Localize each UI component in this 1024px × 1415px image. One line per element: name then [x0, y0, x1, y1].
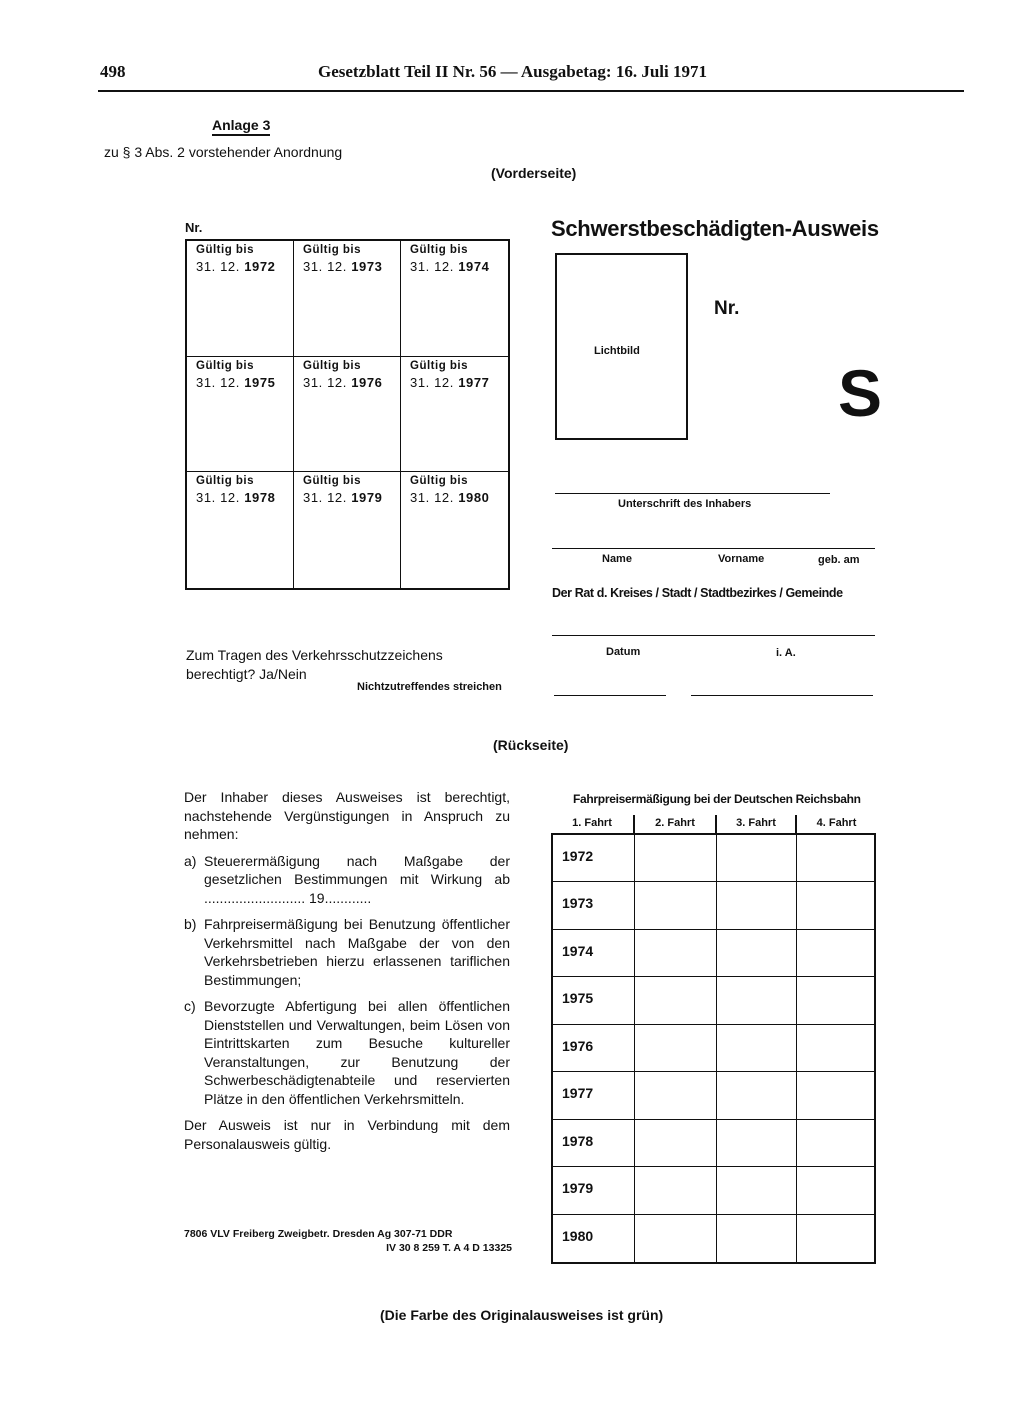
validity-year: 1976	[351, 374, 383, 390]
validity-date-prefix: 31. 12.	[410, 374, 454, 390]
validity-label: Gültig bis	[303, 475, 362, 488]
validity-label: Gültig bis	[196, 244, 255, 256]
fare-cell	[717, 882, 797, 929]
validity-grid	[185, 239, 510, 590]
fare-year: 1980	[553, 1215, 635, 1262]
fare-year: 1975	[553, 977, 635, 1024]
signature-label: Unterschrift des Inhabers	[618, 498, 752, 510]
name-label: Name	[602, 553, 632, 565]
anlage-reference: zu § 3 Abs. 2 vorstehender Anordnung	[104, 144, 343, 160]
on-behalf-line	[691, 695, 873, 696]
validity-label: Gültig bis	[196, 475, 255, 488]
fare-cell	[717, 835, 797, 882]
benefits-text	[184, 788, 510, 1161]
color-note: (Die Farbe des Originalausweises ist grün)	[380, 1307, 664, 1323]
validity-label: Gültig bis	[410, 359, 469, 372]
fare-column-header: 1. Fahrt	[572, 817, 612, 829]
fare-cell	[635, 1215, 717, 1262]
validity-date-prefix: 31. 12.	[196, 490, 240, 506]
validity-date-prefix: 31. 12.	[303, 259, 347, 274]
fare-year: 1978	[553, 1120, 635, 1167]
validity-cell	[294, 241, 401, 357]
fare-cell	[635, 835, 717, 882]
fare-cell	[635, 882, 717, 929]
fare-table-header	[551, 815, 876, 833]
validity-label: Gültig bis	[410, 244, 469, 256]
header-rule	[98, 90, 964, 92]
date-label: Datum	[606, 646, 641, 658]
benefit-item-label: b)	[184, 916, 197, 932]
validity-date-prefix: 31. 12.	[196, 259, 240, 274]
validity-date-prefix: 31. 12.	[410, 490, 454, 506]
issuing-authority-label: Der Rat d. Kreises / Stadt / Stadtbezirkes / Gemeinde	[552, 586, 843, 600]
validity-year: 1980	[458, 490, 490, 506]
fare-cell	[797, 1215, 874, 1262]
validity-cell	[187, 472, 294, 588]
back-side-label: (Rückseite)	[493, 737, 569, 753]
benefit-item	[184, 997, 510, 1108]
anlage-label: Anlage 3	[212, 117, 270, 136]
fare-year: 1974	[553, 930, 635, 977]
fare-cell	[797, 977, 874, 1024]
fare-cell	[635, 930, 717, 977]
validity-cell	[401, 241, 508, 357]
fare-cell	[635, 1120, 717, 1167]
date-line	[554, 695, 666, 696]
fare-cell	[797, 835, 874, 882]
birth-date-label: geb. am	[818, 554, 860, 566]
fare-table	[551, 833, 876, 1264]
category-letter: S	[838, 356, 883, 430]
validity-cell	[187, 357, 294, 473]
fare-cell	[717, 1167, 797, 1214]
validity-year: 1972	[244, 259, 276, 274]
benefits-intro: Der Inhaber dieses Ausweises ist berechtigt, nachstehende Vergünstigungen in Anspruch zu nehmen:	[184, 789, 510, 842]
validity-cell	[294, 472, 401, 588]
validity-year: 1975	[244, 374, 276, 390]
fare-cell	[717, 1072, 797, 1119]
validity-year: 1974	[458, 259, 490, 274]
card-title: Schwerstbeschädigten-Ausweis	[551, 216, 879, 241]
fare-cell	[797, 1120, 874, 1167]
validity-year: 1978	[244, 490, 276, 506]
benefit-item-text: Steuerermäßigung nach Maßgabe der gesetzlichen Bestimmungen mit Wirkung ab .......................... 19............	[204, 852, 510, 906]
on-behalf-label: i. A.	[776, 647, 796, 659]
fare-cell	[717, 930, 797, 977]
imprint-line1: 7806 VLV Freiberg Zweigbetr. Dresden Ag 307-71 DDR	[184, 1228, 453, 1240]
printer-imprint	[184, 1227, 512, 1255]
fare-year: 1976	[553, 1025, 635, 1072]
fare-cell	[797, 882, 874, 929]
name-line	[552, 548, 875, 549]
benefit-item	[184, 852, 510, 908]
benefit-item	[184, 915, 510, 989]
benefit-item-text: Fahrpreisermäßigung bei Benutzung öffentlicher Verkehrsmittel nach Maßgabe der von den Verkehrsbetrieben hierzu erlassenen tariflichen Bestimmungen;	[204, 916, 510, 988]
validity-label: Gültig bis	[303, 359, 362, 372]
validity-nr-label: Nr.	[185, 220, 203, 235]
front-side-label: (Vorderseite)	[491, 165, 577, 181]
benefit-item-label: c)	[184, 998, 196, 1014]
validity-year: 1973	[351, 259, 383, 274]
validity-date-prefix: 31. 12.	[303, 490, 347, 506]
fare-cell	[797, 1025, 874, 1072]
fare-cell	[635, 1072, 717, 1119]
validity-label: Gültig bis	[410, 475, 469, 488]
fare-cell	[717, 1025, 797, 1072]
fare-table-title: Fahrpreisermäßigung bei der Deutschen Reichsbahn	[573, 792, 861, 806]
validity-year: 1979	[351, 490, 383, 506]
validity-date-prefix: 31. 12.	[196, 374, 240, 390]
validity-label: Gültig bis	[303, 244, 362, 256]
validity-date-prefix: 31. 12.	[410, 259, 454, 274]
fare-cell	[797, 1167, 874, 1214]
fare-cell	[635, 1167, 717, 1214]
validity-cell	[401, 472, 508, 588]
fare-cell	[635, 1025, 717, 1072]
protection-sign-question	[186, 646, 443, 684]
benefit-item-text: Bevorzugte Abfertigung bei allen öffentlichen Dienststellen und Verwaltungen, beim Lösen von Eintrittskarten zum Besuche kultureller Veranstaltungen, zur Benutzung der Schwerbeschädigtenabteile und reservierten Plätze in den öffentlichen Verkehrsmitteln.	[204, 998, 510, 1107]
authority-line	[552, 635, 875, 636]
validity-year: 1977	[458, 374, 490, 390]
fare-year: 1977	[553, 1072, 635, 1119]
validity-cell	[294, 357, 401, 473]
fare-column-header: 4. Fahrt	[795, 815, 876, 833]
page-number: 498	[100, 62, 126, 81]
fare-cell	[797, 1072, 874, 1119]
imprint-line2: IV 30 8 259 T. A 4 D 13325	[386, 1242, 512, 1254]
fare-cell	[635, 977, 717, 1024]
signature-line	[555, 493, 830, 494]
validity-cell	[401, 357, 508, 473]
photo-label: Lichtbild	[594, 345, 640, 357]
fare-column-header: 2. Fahrt	[633, 815, 715, 833]
fare-year: 1973	[553, 882, 635, 929]
fare-cell	[717, 1120, 797, 1167]
fare-year: 1972	[553, 835, 635, 882]
fare-cell	[717, 977, 797, 1024]
fare-year: 1979	[553, 1167, 635, 1214]
benefit-item-label: a)	[184, 852, 197, 869]
validity-date-prefix: 31. 12.	[303, 374, 347, 390]
card-number-label: Nr.	[714, 298, 740, 319]
fare-cell	[717, 1215, 797, 1262]
fare-cell	[797, 930, 874, 977]
protection-sign-line2: berechtigt? Ja/Nein	[186, 666, 307, 682]
validity-cell	[187, 241, 294, 357]
protection-sign-line1: Zum Tragen des Verkehrsschutzzeichens	[186, 647, 443, 663]
fare-column-header: 3. Fahrt	[715, 815, 795, 833]
gazette-title: Gesetzblatt Teil II Nr. 56 — Ausgabetag: 16. Juli 1971	[318, 62, 707, 81]
validity-note: Der Ausweis ist nur in Verbindung mit dem Personalausweis gültig.	[184, 1117, 510, 1152]
validity-label: Gültig bis	[196, 359, 255, 372]
strike-note: Nichtzutreffendes streichen	[357, 681, 502, 693]
first-name-label: Vorname	[718, 553, 765, 565]
